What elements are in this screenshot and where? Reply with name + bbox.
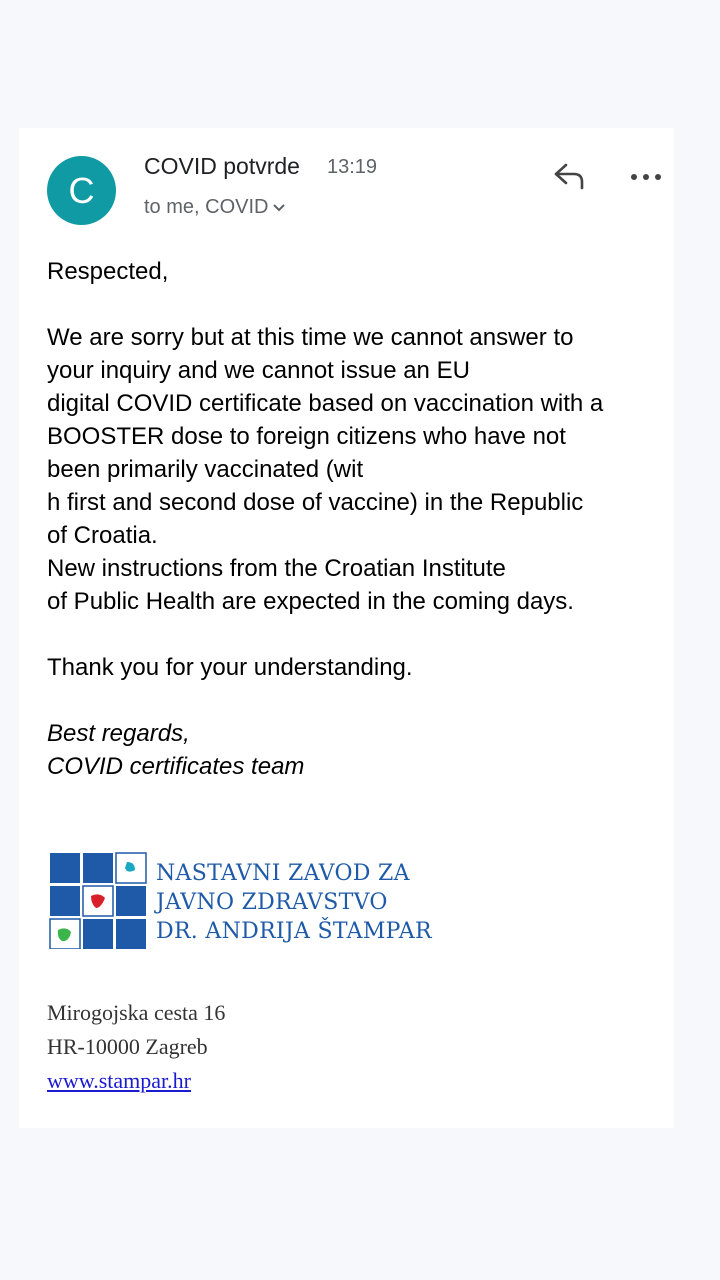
- institute-name-line: JAVNO ZDRAVSTVO: [156, 890, 388, 915]
- body-line: your inquiry and we cannot issue an EU: [47, 357, 470, 384]
- email-body: [47, 255, 677, 783]
- sender-avatar[interactable]: C: [47, 156, 116, 225]
- chevron-down-icon: [272, 196, 286, 219]
- team-line: COVID certificates team: [47, 753, 305, 780]
- body-line: of Croatia.: [47, 522, 158, 549]
- body-line: BOOSTER dose to foreign citizens who have not: [47, 423, 566, 450]
- thanks-line: Thank you for your understanding.: [47, 654, 413, 681]
- body-line: of Public Health are expected in the coming days.: [47, 588, 574, 615]
- body-line: digital COVID certificate based on vaccination with a: [47, 390, 604, 417]
- institute-name-line: DR. ANDRIJA ŠTAMPAR: [156, 919, 432, 944]
- reply-icon[interactable]: [552, 161, 588, 191]
- institute-logo: [49, 852, 149, 949]
- greeting: Respected,: [47, 258, 169, 285]
- more-options-icon[interactable]: [629, 165, 663, 189]
- recipients-toggle[interactable]: [144, 196, 286, 219]
- sender-name[interactable]: COVID potvrde: [144, 153, 300, 179]
- website-link[interactable]: www.stampar.hr: [47, 1068, 191, 1093]
- recipients-text: to me, COVID: [144, 196, 269, 218]
- address-city: HR-10000 Zagreb: [47, 1034, 208, 1059]
- address-street: Mirogojska cesta 16: [47, 1000, 226, 1025]
- institute-name: [156, 859, 432, 946]
- institute-name-line: NASTAVNI ZAVOD ZA: [156, 861, 410, 886]
- body-line: New instructions from the Croatian Institute: [47, 555, 506, 582]
- email-time: 13:19: [327, 156, 378, 178]
- regards-line: Best regards,: [47, 720, 190, 747]
- signature-block: [47, 996, 225, 1098]
- body-line: We are sorry but at this time we cannot answer to: [47, 324, 574, 351]
- body-line: been primarily vaccinated (wit: [47, 456, 364, 483]
- email-card: [19, 128, 674, 1128]
- body-line: h first and second dose of vaccine) in the Republic: [47, 489, 584, 516]
